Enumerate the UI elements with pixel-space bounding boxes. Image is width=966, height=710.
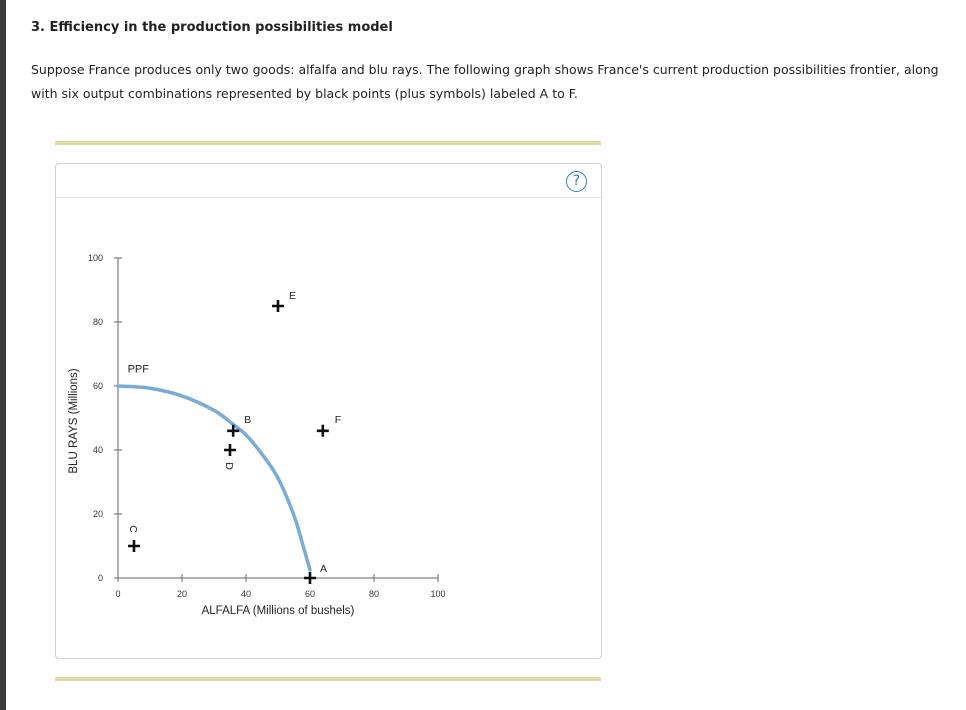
x-tick-label: 60: [304, 589, 316, 599]
y-tick-label: 80: [92, 317, 103, 327]
x-tick-label: 40: [240, 589, 252, 599]
x-tick-label: 20: [176, 589, 188, 599]
x-tick-label: 100: [430, 589, 446, 599]
point-f-label: F: [334, 413, 342, 426]
y-tick-label: 40: [92, 445, 103, 455]
point-e-marker: [272, 300, 284, 312]
x-tick-label: 80: [368, 589, 380, 599]
question-intro: Suppose France produces only two goods: alfalfa and blu rays. The following graph shows France's current production possibilities frontier, along with six output combinations represented by black points (plus symbols) labeled A to F.: [31, 62, 939, 101]
question-title: 3. Efficiency in the production possibilities model: [31, 20, 393, 35]
y-tick-label: 20: [92, 509, 103, 519]
y-tick-label: 60: [92, 381, 103, 391]
y-axis-title: BLU RAYS (Millions): [68, 368, 80, 474]
point-b-label: B: [244, 413, 252, 426]
x-axis-title: ALFALFA (Millions of bushels): [201, 605, 355, 617]
bottom-divider: [55, 677, 601, 681]
point-a-label: A: [320, 563, 328, 575]
point-d-marker: [224, 444, 236, 456]
y-tick-label: 100: [87, 253, 103, 263]
point-a-marker: [304, 572, 316, 584]
point-c-label: C: [127, 525, 139, 533]
point-c-marker: [128, 540, 140, 552]
point-d-label: D: [223, 462, 235, 470]
point-e-label: E: [289, 290, 297, 302]
ppf-label: PPF: [127, 363, 150, 376]
y-tick-label: 0: [97, 573, 103, 583]
x-tick-label: 0: [115, 589, 121, 599]
ppf-curve: [118, 386, 310, 570]
help-icon[interactable]: ?: [566, 171, 587, 192]
point-f-marker: [317, 425, 329, 437]
